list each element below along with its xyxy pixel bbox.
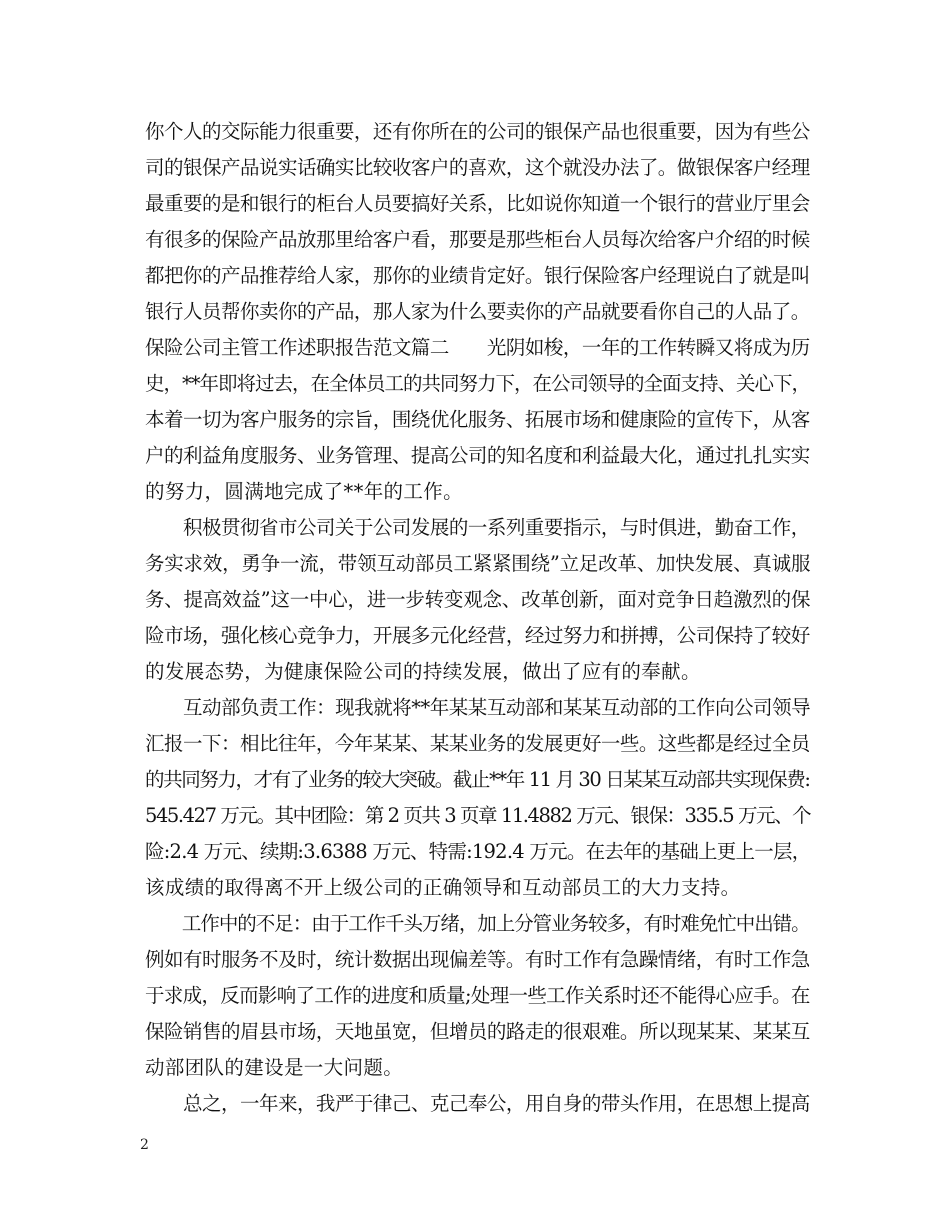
text-line: 积极贯彻省市公司关于公司发展的一系列重要指示，与时俱进，勤奋工作， bbox=[145, 516, 810, 539]
text-line: 于求成，反而影响了工作的进度和质量;处理一些工作关系时还不能得心应手。在 bbox=[145, 984, 810, 1007]
text-line: 动部团队的建设是一大问题。 bbox=[145, 1056, 404, 1079]
page-number: 2 bbox=[140, 1137, 149, 1153]
text-line: 的共同努力，才有了业务的较大突破。截止**年 11 月 30 日某某互动部共实现保费: bbox=[145, 768, 810, 791]
text-line: 工作中的不足：由于工作千头万绪，加上分管业务较多，有时难免忙中出错。 bbox=[145, 912, 810, 935]
text-line: 545.427 万元。其中团险：第 2 页共 3 页章 11.4882 万元、银保：335.5 万元、个 bbox=[145, 804, 811, 827]
text-line: 例如有时服务不及时，统计数据出现偏差等。有时工作有急躁情绪，有时工作急 bbox=[145, 948, 810, 971]
text-line: 史，**年即将过去，在全体员工的共同努力下，在公司领导的全面支持、关心下， bbox=[145, 372, 810, 395]
section-title-line: 保险公司主管工作述职报告范文篇二 光阴如梭，一年的工作转瞬又将成为历 bbox=[145, 336, 810, 359]
text-line: 互动部负责工作：现我就将**年某某互动部和某某互动部的工作向公司领导 bbox=[145, 696, 811, 719]
text-line: 户的利益角度服务、业务管理、提高公司的知名度和利益最大化，通过扎扎实实 bbox=[145, 444, 810, 467]
text-line: 务实求效，勇争一流，带领互动部员工紧紧围绕”立足改革、加快发展、真诚服 bbox=[145, 552, 811, 575]
text-line: 务、提高效益”这一中心，进一步转变观念、改革创新，面对竞争日趋激烈的保 bbox=[145, 588, 811, 611]
text-line: 总之，一年来，我严于律己、克己奉公，用自身的带头作用，在思想上提高 bbox=[145, 1092, 810, 1115]
text-line: 本着一切为客户服务的宗旨，围绕优化服务、拓展市场和健康险的宣传下，从客 bbox=[145, 408, 810, 431]
text-line: 保险销售的眉县市场，天地虽宽，但增员的路走的很艰难。所以现某某、某某互 bbox=[145, 1020, 810, 1043]
text-line: 的努力，圆满地完成了**年的工作。 bbox=[145, 480, 463, 503]
text-line: 都把你的产品推荐给人家，那你的业绩肯定好。银行保险客户经理说白了就是叫 bbox=[145, 264, 810, 287]
text-line: 最重要的是和银行的柜台人员要搞好关系，比如说你知道一个银行的营业厅里会 bbox=[145, 192, 810, 215]
text-line: 司的银保产品说实话确实比较收客户的喜欢，这个就没办法了。做银保客户经理 bbox=[145, 156, 810, 179]
text-line: 该成绩的取得离不开上级公司的正确领导和互动部员工的大力支持。 bbox=[145, 876, 741, 899]
text-line: 险市场，强化核心竞争力，开展多元化经营，经过努力和拼搏，公司保持了较好 bbox=[145, 624, 810, 647]
text-line: 有很多的保险产品放那里给客户看，那要是那些柜台人员每次给客户介绍的时候 bbox=[145, 228, 810, 251]
text-line: 银行人员帮你卖你的产品，那人家为什么要卖你的产品就要看你自己的人品了。 bbox=[145, 300, 810, 323]
text-line: 你个人的交际能力很重要，还有你所在的公司的银保产品也很重要，因为有些公 bbox=[145, 120, 810, 143]
text-line: 险:2.4 万元、续期:3.6388 万元、特需:192.4 万元。在去年的基础上更上一层， bbox=[145, 840, 811, 863]
text-line: 汇报一下：相比往年，今年某某、某某业务的发展更好一些。这些都是经过全员 bbox=[145, 732, 810, 755]
text-line: 的发展态势，为健康保险公司的持续发展，做出了应有的奉献。 bbox=[145, 660, 701, 683]
